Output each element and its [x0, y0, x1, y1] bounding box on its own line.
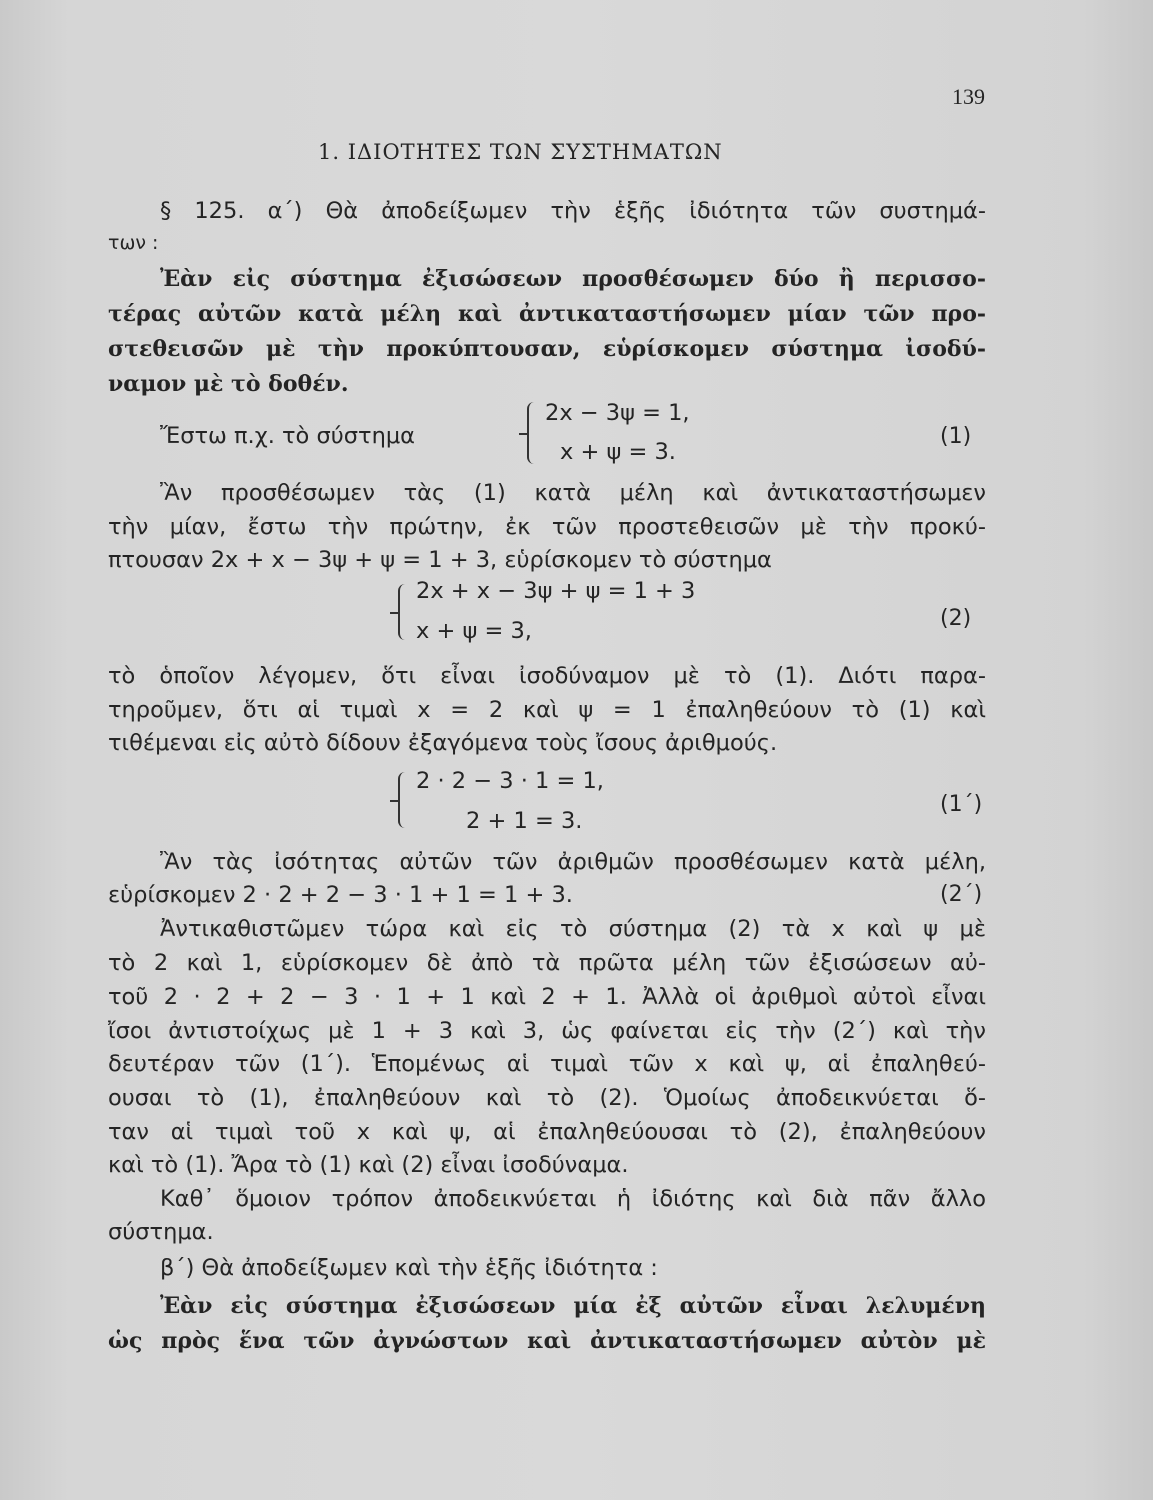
system-intro: Ἔστω π.χ. τὸ σύστημα	[160, 423, 415, 449]
equation: 2 · 2 − 3 · 1 = 1,	[416, 768, 604, 794]
paragraph-line: Ἀντικαθιστῶμεν τώρα καὶ εἰς τὸ σύστημα (2) τὰ x καὶ ψ μὲ	[160, 916, 986, 942]
brace	[398, 772, 407, 828]
paragraph-line: ουσαι τὸ (1), ἐπαληθεύουν καὶ τὸ (2). Ὁμοίως ἀποδεικνύεται ὅ-	[108, 1085, 986, 1111]
equation-label: (2)	[940, 606, 972, 631]
equation-label: (1)	[940, 424, 972, 449]
paragraph-line: Καθ᾽ ὅμοιον τρόπον ἀποδεικνύεται ἡ ἰδιότης καὶ διὰ πᾶν ἄλλο	[160, 1186, 986, 1212]
paragraph-line: πτουσαν 2x + x − 3ψ + ψ = 1 + 3, εὑρίσκομεν τὸ σύστημα	[108, 547, 772, 573]
paragraph-line: ἴσοι ἀντιστοίχως μὲ 1 + 3 καὶ 3, ὡς φαίνεται εἰς τὴν (2΄) καὶ τὴν	[108, 1018, 986, 1044]
paragraph-line: ταν αἱ τιμαὶ τοῦ x καὶ ψ, αἱ ἐπαληθεύουσαι τὸ (2), ἐπαληθεύουν	[108, 1119, 986, 1145]
paragraph-line: τὸ ὁποῖον λέγομεν, ὅτι εἶναι ἰσοδύναμον μὲ τὸ (1). Διότι παρα-	[108, 663, 986, 689]
equation: 2x − 3ψ = 1,	[545, 400, 690, 426]
paragraph-line: των :	[108, 232, 159, 254]
paragraph-line: τὸ 2 καὶ 1, εὑρίσκομεν δὲ ἀπὸ τὰ πρῶτα μέλη τῶν ἐξισώσεων αὐ-	[108, 950, 986, 976]
paragraph-line: καὶ τὸ (1). Ἄρα τὸ (1) καὶ (2) εἶναι ἰσοδύναμα.	[108, 1152, 629, 1178]
equation: x + ψ = 3,	[416, 618, 532, 644]
theorem-line: ὡς πρὸς ἕνα τῶν ἀγνώστων καὶ ἀντικαταστήσωμεν αὐτὸν μὲ	[108, 1328, 986, 1354]
paragraph-line: Ἂν προσθέσωμεν τὰς (1) κατὰ μέλη καὶ ἀντικαταστήσωμεν	[160, 480, 986, 506]
paragraph-line: δευτέραν τῶν (1΄). Ἑπομένως αἱ τιμαὶ τῶν x καὶ ψ, αἱ ἐπαληθεύ-	[108, 1051, 986, 1077]
paragraph-line: εὑρίσκομεν 2 · 2 + 2 − 3 · 1 + 1 = 1 + 3.	[108, 882, 573, 908]
paragraph-line: § 125. α΄) Θὰ ἀποδείξωμεν τὴν ἑξῆς ἰδιότητα τῶν συστημά-	[160, 198, 986, 224]
equation-label: (2΄)	[940, 882, 983, 907]
equation: 2x + x − 3ψ + ψ = 1 + 3	[416, 578, 696, 604]
brace	[527, 402, 536, 464]
theorem-line: στεθεισῶν μὲ τὴν προκύπτουσαν, εὑρίσκομεν σύστημα ἰσοδύ-	[108, 336, 986, 362]
brace	[398, 584, 407, 640]
page-number: 139	[952, 84, 985, 109]
paragraph-line: β΄) Θὰ ἀποδείξωμεν καὶ τὴν ἑξῆς ἰδιότητα :	[160, 1255, 658, 1281]
theorem-line: τέρας αὐτῶν κατὰ μέλη καὶ ἀντικαταστήσωμεν μίαν τῶν προ-	[108, 301, 986, 327]
paragraph-line: Ἂν τὰς ἰσότητας αὐτῶν τῶν ἀριθμῶν προσθέσωμεν κατὰ μέλη,	[160, 849, 986, 875]
paragraph-line: τηροῦμεν, ὅτι αἱ τιμαὶ x = 2 καὶ ψ = 1 ἐπαληθεύουν τὸ (1) καὶ	[108, 697, 986, 723]
paragraph-line: τὴν μίαν, ἔστω τὴν πρώτην, ἐκ τῶν προστεθεισῶν μὲ τὴν προκύ-	[108, 514, 986, 540]
section-heading: 1. ΙΔΙΟΤΗΤΕΣ ΤΩΝ ΣΥΣΤΗΜΑΤΩΝ	[318, 140, 723, 164]
paragraph-line: σύστημα.	[108, 1219, 214, 1245]
theorem-line: Ἐὰν εἰς σύστημα ἐξισώσεων προσθέσωμεν δύο ἢ περισσο-	[160, 266, 986, 292]
theorem-line: Ἐὰν εἰς σύστημα ἐξισώσεων μία ἐξ αὐτῶν εἶναι λελυμένη	[160, 1293, 986, 1319]
equation: 2 + 1 = 3.	[466, 808, 583, 834]
paragraph-line: τοῦ 2 · 2 + 2 − 3 · 1 + 1 καὶ 2 + 1. Ἀλλὰ οἱ ἀριθμοὶ αὐτοὶ εἶναι	[108, 984, 986, 1010]
theorem-line: ναμον μὲ τὸ δοθέν.	[108, 371, 349, 397]
equation-label: (1΄)	[940, 792, 983, 817]
paragraph-line: τιθέμεναι εἰς αὐτὸ δίδουν ἐξαγόμενα τοὺς ἴσους ἀριθμούς.	[108, 730, 778, 756]
equation: x + ψ = 3.	[560, 439, 676, 465]
